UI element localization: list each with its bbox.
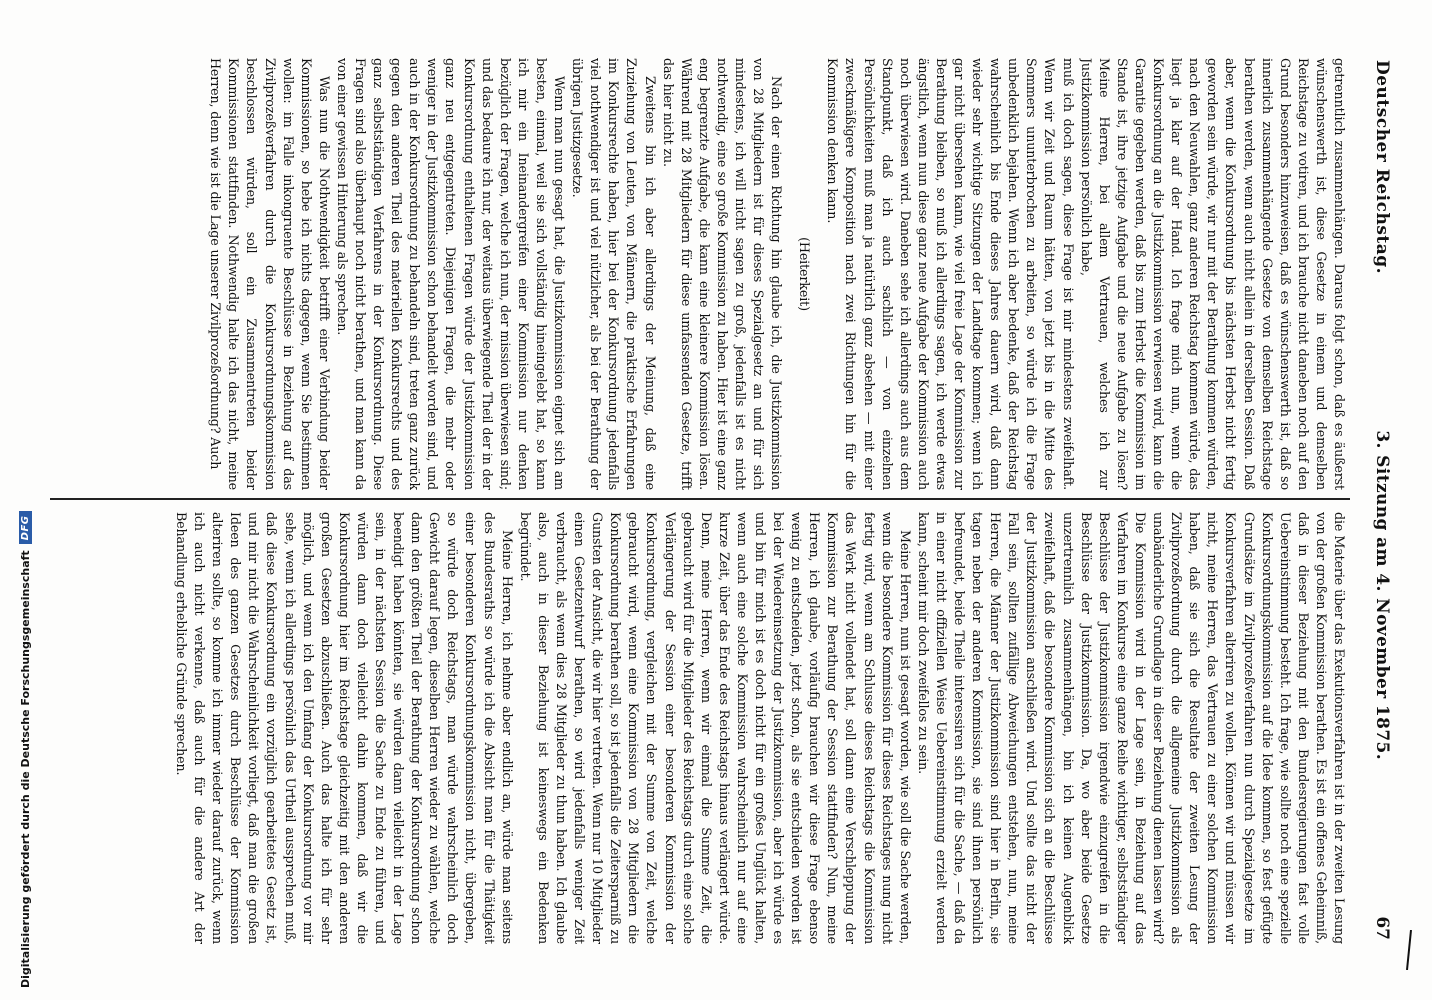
- right-column: [58, 512, 1348, 944]
- paragraph: muß ich doch sagen, diese Frage ist mir mindestens zweifelhaft. Wenn wir Zeit und Raum hätten, von jetzt bis in die Mitte des Sommers ununterbrochen zu arbeiten, so würde ich die Frage unbedenklich bejahen. Wenn ich aber bedenke, daß der Reichstag wahrscheinlich bis Ende dieses Jahres dauern wird, daß dann wieder sehr wichtige Sitzungen der Landtage kommen; wenn ich gar nicht übersehen kann, wie viel freie Lage der Kommission zur Berathung bleiben, so muß ich allerdings sagen, ich werde etwas ängstlich, wenn nun diese ganz neue Aufgabe der Kommission auch noch überwiesen wird. Daneben sehe ich allerdings auch aus dem Standpunkt, daß ich auch sachlich — von einzelnen Persönlichkeiten muß man ja natürlich ganz absehen — mit einer zweckmäßigere Komposition nach zwei Richtungen hin für die Kommission denken kann.: [825, 58, 1076, 490]
- paragraph: die Materie über das Exekutionsverfahren ist in der zweiten Lesung von der großen Kommission berathen. Es ist ein offenes Geheimniß, daß in dieser Beziehung mit den Bundesregierungen fast volle Uebereinstimmung besteht. Ich frage, wie sollte noch eine spezielle Konkursordnungskommission auf die Idee kommen, so fest gefügte Grundsätze im Zivilprozeßverfahren nun durch Spezialgesetze im Konkursverfahren alteriren zu wollen. Können wir und müssen wir nicht, meine Herren, das Vertrauen zu einer solchen Kommission haben, daß sie sich die Resultate der zweiten Lesung der Zivilprozeßordnung durch die allgemeine Justizkommission als unabänderliche Grundlage in dieser Beziehung dienen lassen wird? Die Kommission wird in der Lage sein, in Beziehung auf das Verfahren im Konkurse eine ganze Reihe wichtiger, selbstständiger Beschlüsse der Justizkommission irgendwie einzugreifen in die Beschlüsse der Justizkommission. Da, wo aber beide Gesetze unzertrennlich zusammenhängen, bin ich keinen Augenblick zweifelhaft, daß die besondere Kommission sich an die Beschlüsse der Justizkommission anschließen wird. Und sollte das nicht der Fall sein, sollten zufällige Abweichungen entstehen, nun, meine Herren, die Männer der Justizkommission sind hier in Berlin, sie tagen neben der anderen Kommission, sie sind ihnen persönlich befreundet, beide Theile interessiren sich für die Sache, — daß da in einer nicht offiziellen Weise Uebereinstimmung erzielt werden kann, scheint mir doch zweifellos zu sein.: [915, 512, 1347, 944]
- credit-text: Digitalisierung gefördert durch die Deutsche Forschungsgemeinschaft: [18, 550, 32, 988]
- paragraph: Was nun die Nothwendigkeit betrifft einer Verbindung beider Kommissionen, so hebe ich nichts dagegen, wenn Sie bestimmen wollen: im Falle inkongruente Beschlüsse in Beziehung auf das Zivilprozeßverfahren durch die Konkursordnungskommission beschlossen würden, soll ein Zusammentreten beider Kommissionen stattfinden. Nothwendig halte ich das nicht, meine Herren, denn wie ist die Lage unserer Zivilprozeßordnung? Auch: [208, 58, 332, 490]
- stage-direction: (Heiterkeit): [797, 237, 813, 311]
- paragraph: Zweitens bin ich aber allerdings der Meinung, daß eine Zuziehung von Leuten, von Männern, die praktische Erfahrungen im Konkursrechte haben, hier bei der Konkursordnung jedenfalls viel nothwendiger ist und viel nützlicher, als bei der Berathung der übrigen Justizgesetze.: [570, 58, 658, 490]
- paragraph: Meine Herren, nun ist gesagt worden, wie soll die Sache werden, wenn die besondere Kommission für dieses Reichstages nung nicht fertig wird, wenn am Schlusse dieses Reichstags die Kommission das Werk nicht vollendet hat, soll dann eine Verschleppung der Kommission zur Berathung der Session stattfinden? Nun, meine Herren, ich glaube, vorläufig brauchen wir diese Frage ebenso wenig zu entscheiden, jetzt schon, als sie entschieden worden ist bei der Wiedereinsetzung der Justizkommission, aber ich würde es und bin für mich ist es doch nicht für ein großes Unglück halten, wenn auch eine solche Kommission wahrscheinlich nur auf eine kurze Zeit, über das Ende des Reichstags hinaus verlängert würde. Denn, meine Herren, wenn wir einmal die Summe Zeit, die gebraucht wird für die Mitglieder des Reichstags durch eine solche Verlängerung der Session einer besonderen Kommission der Konkursordnung, vergleichen mit der Summe von Zeit, welche gebraucht wird, wenn eine Kommission von 28 Mitgliedern die Konkursordnung berathen soll, so ist jedenfalls die Zeitersparniß zu Gunsten der Ansicht, die wir hier vertreten. Wenn nur 10 Mitglieder einen Gesetzentwurf berathen, so wird jedenfalls weniger Zeit verbraucht, als wenn dies 28 Mitglieder zu thun haben. Ich glaube also, auch in dieser Beziehung ist keineswegs ein Bedenken begründet.: [517, 512, 913, 944]
- digitization-credit: [10, 8, 40, 988]
- paragraph: Wenn man nun gesagt hat, die Justizkommission eignet sich am besten, einmal, weil sie sich vollständig hineingelebt hat, so kann ich mir ein Ineinandergreifen einer Kommission nur denken bezüglich der Fragen, welche ich nun, der mission überwiesen sind; und das bedaure ich nur, der weitaus überwiegende Theil der in der Konkursordnung enthaltenen Fragen würde der Justizkommission ganz neu entgegentreten. Diejenigen Fragen, die mehr oder weniger in der Justizkommission schon behandelt worden sind, und auch in der Konkursordnung zu behandeln sind, treten ganz zurück gegen den anderen Theil des materiellen Konkursrechts und des ganz selbstständigen Verfahrens in der Konkursordnung. Diese Fragen sind also überhaupt noch nicht berathen, und man kann da von einer gewissen Hinterung als sprechen.: [334, 58, 568, 490]
- paragraph: getrenntlich zusammenhängen. Daraus folgt schon, daß es äußerst wünschenswerth ist, diese Gesetze in einem und demselben Reichstage zu votiren, und ich brauche nicht daneben noch auf den Grund besonders hinzuweisen, daß es wünschenswerth ist, daß so innerlich zusammenhängende Gesetze von demselben Reichstage berathen werden, wenn auch nicht allein in derselben Session. Daß aber, wenn die Konkursordnung bis nächsten Herbst nicht fertig geworden sein würde, wir nur mit der Berathung kommen würden, nach den Neuwahlen, ganz anderen Reichstag kommen würde, das liegt ja klar auf der Hand. Ich frage mich nun, wenn die Konkursordnung an die Justizkommission verwiesen wird, kann die Garantie gegeben werden, daß bis zum Herbst die Kommission im Stande ist, ihre jetzige Aufgabe und die neue Aufgabe zu lösen? Meine Herren, bei allem Vertrauen, welches ich zur Justizkommission persönlich habe,: [1078, 58, 1347, 490]
- page-header: [1362, 60, 1402, 940]
- periodical-title: Deutscher Reichstag.: [1372, 60, 1392, 275]
- session-date: 3. Sitzung am 4. November 1875.: [1372, 430, 1392, 761]
- left-column: [58, 58, 1348, 490]
- paragraph: Nach der einen Richtung hin glaube ich, die Justizkommission von 28 Mitgliedern ist für dieses Spezialgesetz an und für sich mindestens, ich will nicht sagen zu groß, jedenfalls ist es nicht nothwendig, eine so große Kommission zu haben. Hier ist eine ganz eng begrenzte Aufgabe, die kann eine kleinere Kommission lösen. Während mit 28 Mitgliedern für diese umfassenden Gesetze, trifft das hier nicht zu.: [660, 58, 785, 490]
- scan-mark: [1406, 930, 1412, 970]
- page-number: 67: [1372, 916, 1392, 940]
- column-divider: [50, 498, 1350, 500]
- dfg-logo: DFG: [19, 511, 32, 544]
- paragraph: Meine Herren, ich nehme aber endlich an, würde man seitens des Bundesraths so würde ich die Absicht man für die Thätigkeit einer besonderen Konkursordnungskommission nicht, übergeben, so würde doch Reichstags, man würde wahrscheinlich doch Gewicht darauf legen, dieselben Herren wieder zu wählen, welche dann den größten Theil der Berathung der Konkursordnung schon beendigt haben könnten, sie würden dann vielleicht in der Lage sein, in der nächsten Session die Sache zu Ende zu führen, und würden dann doch vielleicht dahin kommen, daß wir die Konkursordnung hier im Reichstage gleichzeitig mit den anderen großen Gesetzen abzuschließen. Auch das halte ich für sehr möglich, und wenn ich den Umfang der Konkursordnung vor mir sehe, wenn ich allerdings persönlich das Urtheil aussprechen muß, daß diese Konkursordnung ein vorzüglich gearbeitetes Gesetz ist, und mir nicht die Wahrscheinlichkeit vorliegt, daß man die großen Ideen des ganzen Gesetzes durch Beschlüsse der Kommission alteriren sollte, so komme ich immer wieder darauf zurück, wenn ich auch nicht verkenne, daß auch für die andere Art der Behandlung erhebliche Gründe sprechen.: [174, 512, 515, 944]
